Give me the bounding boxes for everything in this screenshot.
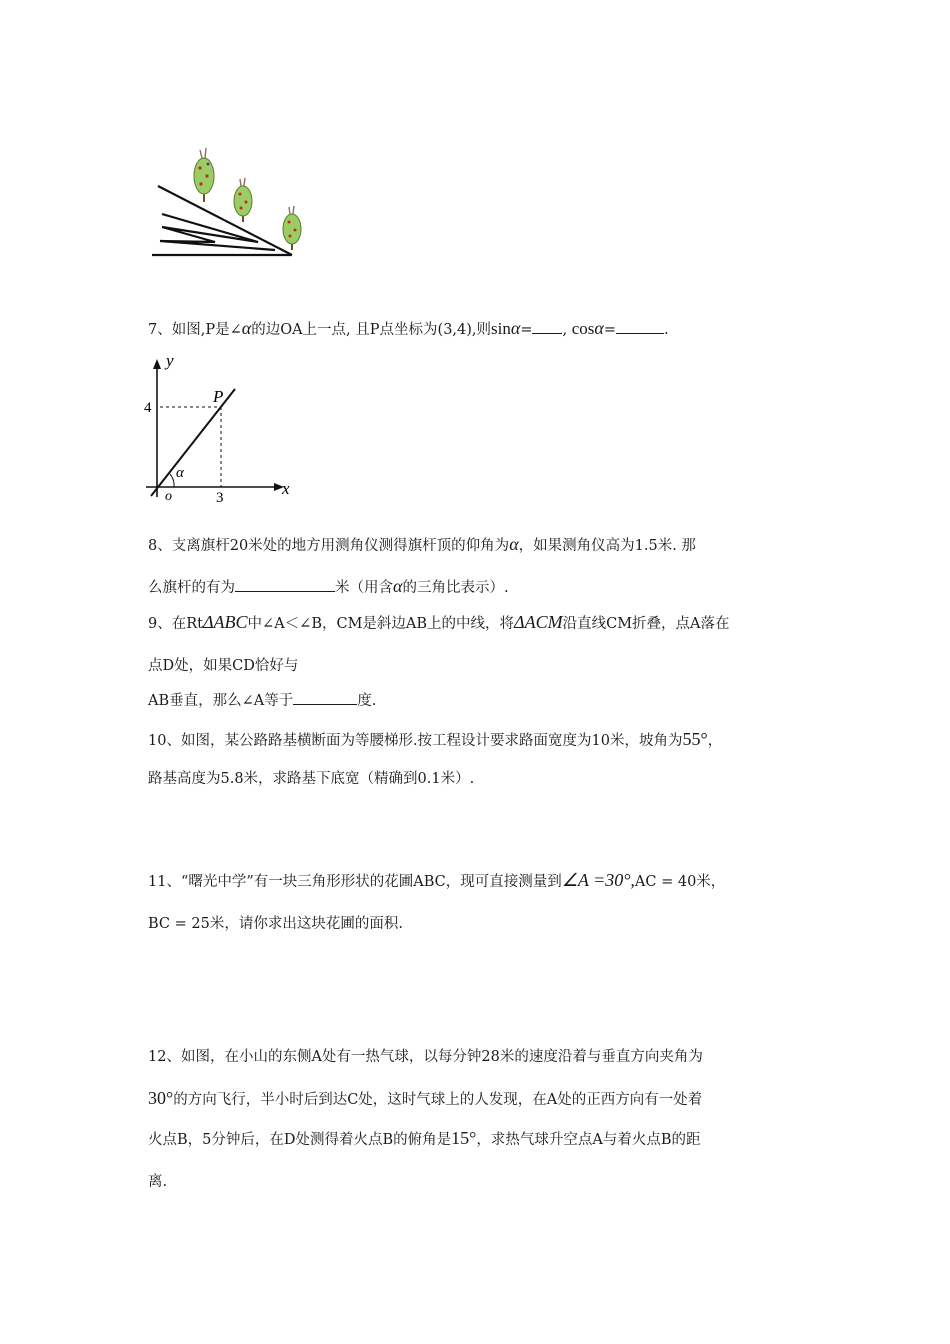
tree-3 — [283, 206, 301, 250]
question-9-line-2 — [148, 656, 298, 676]
q12-text-3a: 火点B，5分钟后，在D处测得着火点B的俯角是 — [148, 1132, 452, 1148]
q8-text-2b: 米（用含 — [335, 580, 393, 596]
q8-text-2a: 么旗杆的有为 — [148, 580, 235, 596]
q10-text-2: 路基高度为5.8米，求路基下底宽（精确到0.1米）. — [148, 771, 475, 787]
q9-text-line2: 点D处，如果CD恰好与 — [148, 658, 299, 674]
q9-text-b: 中∠A＜∠B，CM是斜边AB上的中线，将 — [247, 616, 515, 632]
q8-answer-blank — [235, 577, 335, 592]
q8-text-1a: 8、支离旗杆20米处的地方用测角仪测得旗杆顶的仰角为 — [148, 538, 510, 554]
q12-text-3b: ，求热气球升空点A与着火点B的距 — [476, 1132, 701, 1148]
q8-text-1b: ，如果测角仪高为1.5米. 那 — [518, 538, 696, 554]
coordinate-figure — [140, 350, 300, 505]
q7-eq2: = — [603, 322, 616, 338]
q7-cos-blank — [616, 319, 664, 334]
q11-text-2: BC = 25米，请你求出这块花圃的面积. — [148, 916, 403, 932]
q7-text-pre: 7、如图,P是∠ — [148, 322, 242, 338]
q9-text-line3b: 度. — [357, 693, 377, 709]
question-9-line-3 — [148, 690, 376, 711]
question-12-line-1 — [148, 1047, 703, 1067]
q7-sep: , — [562, 322, 568, 338]
question-7 — [148, 318, 669, 340]
x-axis-label: x — [282, 479, 290, 498]
q10-text-1a: 10、如图，某公路路基横断面为等腰梯形.按工程设计要求路面宽度为10米，坡角为 — [148, 733, 683, 749]
q7-alpha-1: α — [241, 318, 252, 338]
question-12-line-2 — [148, 1088, 702, 1110]
q8-text-2c: 的三角比表示）. — [402, 580, 509, 596]
q12-angle-15: 15° — [451, 1128, 477, 1148]
q11-text-1a: 11、“曙光中学”有一块三角形形状的花圃ABC，现可直接测量到 — [148, 874, 562, 890]
q9-answer-blank — [293, 690, 357, 705]
q7-cos: cos — [571, 319, 595, 338]
q7-eq1: = — [520, 322, 533, 338]
q7-sin-blank — [532, 319, 562, 334]
hill-trees-figure — [140, 138, 310, 263]
q12-text-2: 的方向飞行，半小时后到达C处，这时气球上的人发现，在A处的正西方向有一处着 — [173, 1092, 703, 1108]
q9-text-c: 沿直线CM折叠，点A落在 — [562, 616, 730, 632]
question-8-line-2 — [148, 576, 509, 598]
question-12-line-4 — [148, 1172, 167, 1192]
q11-angle: ∠A =30°, — [561, 870, 635, 890]
q7-text-mid: 的边OA上一点, 且P点坐标为(3,4),则 — [251, 322, 492, 338]
q10-text-1b: ， — [707, 733, 723, 749]
tick-label-3: 3 — [216, 490, 224, 505]
q9-text-line3a: AB垂直，那么∠A等于 — [148, 693, 294, 709]
q12-text-1: 12、如图，在小山的东侧A处有一热气球，以每分钟28米的速度沿着与垂直方向夹角为 — [148, 1049, 703, 1065]
question-9-line-1 — [148, 612, 730, 634]
question-10-line-2 — [148, 769, 474, 789]
question-11-line-2 — [148, 914, 403, 934]
q12-text-4: 离. — [148, 1174, 168, 1190]
origin-label: o — [165, 489, 172, 504]
question-8-line-1 — [148, 534, 696, 556]
q8-alpha-2: α — [393, 576, 403, 596]
point-p-label: P — [213, 387, 224, 406]
q9-text-a: 9、在Rt — [148, 616, 203, 632]
q8-alpha-1: α — [509, 534, 519, 554]
q7-end: . — [663, 322, 669, 338]
q7-sin: sin — [491, 319, 511, 338]
q10-angle: 55° — [682, 729, 708, 749]
q11-text-1b: AC = 40米， — [634, 874, 726, 890]
tree-1 — [194, 148, 214, 202]
question-11-line-1 — [148, 870, 725, 892]
alpha-angle-label: α — [176, 465, 184, 481]
q12-angle-30: 30° — [148, 1088, 174, 1108]
q7-alpha-2: α — [510, 318, 521, 338]
tick-label-4: 4 — [144, 400, 152, 416]
q9-triangle-acm: ΔACM — [514, 612, 563, 632]
tree-2 — [234, 178, 252, 222]
question-12-line-3 — [148, 1128, 701, 1150]
q9-triangle-abc: ΔABC — [202, 612, 248, 632]
q7-alpha-3: α — [594, 318, 604, 338]
y-axis-label: y — [166, 351, 174, 370]
question-10-line-1 — [148, 729, 722, 751]
